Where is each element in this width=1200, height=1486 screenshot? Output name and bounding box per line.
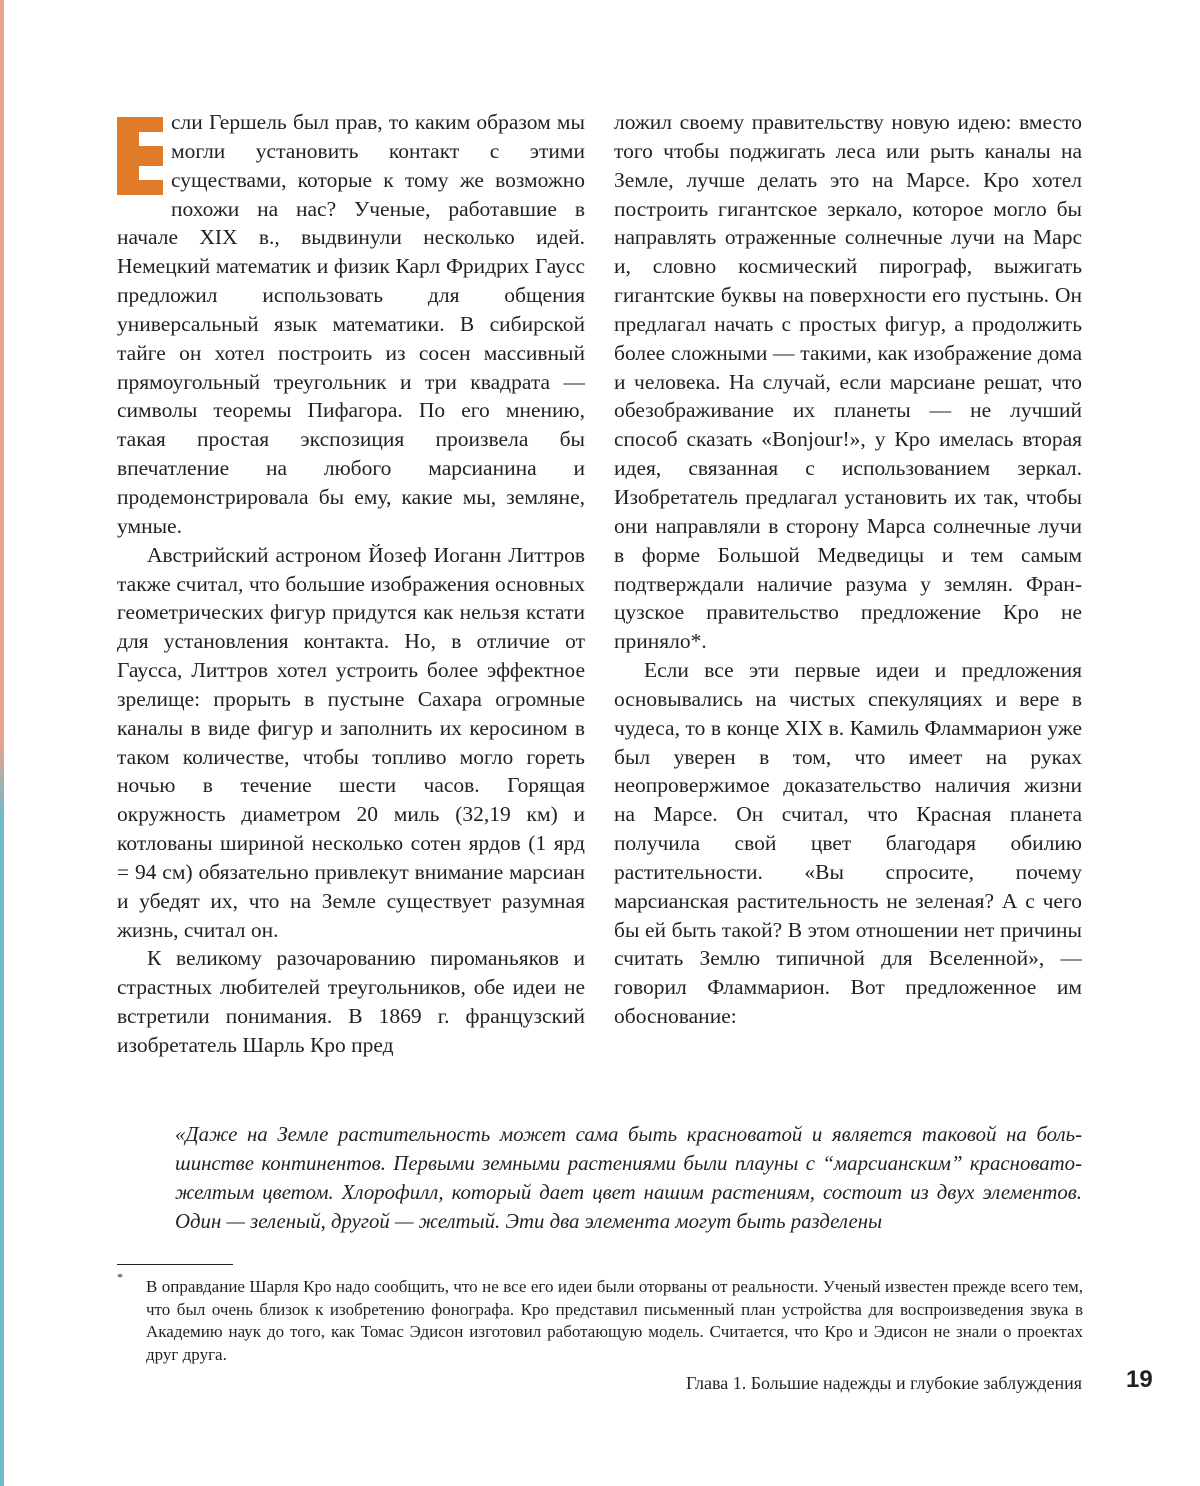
paragraph-1-text: сли Гершель был прав, то каким образом мы могли установить контакт с этими существами, которые к тому же возможно похожи на нас? Ученые, работавшие в начале XIX в., выдвинули несколько идей. Немецкий математик и физик Карл Фридрих Гаусс предложил использовать для общения универсальный язык математики. В сибирской тайге он хотел построить из сосен массивный прямоугольный треугольник и три квадрата — символы теоремы Пифагора. По его мнению, такая простая экспозиция произвела бы впечатление на любого марсианина и продемонстрировала бы ему, какие мы, земляне, умные. — [117, 110, 585, 538]
page-number: 19 — [1126, 1366, 1153, 1393]
paragraph-2: Австрийский астроном Йозеф Иоганн Литтров также считал, что большие изображения основных геометрических фигур придутся как нельзя кстати для установления контакта. Но, в отличие от Гаусса, Литтров хотел устроить более эффектное зрелище: прорыть в пустыне Сахара огромные каналы в виде фигур и заполнить их керосином в таком количестве, чтобы топливо могло гореть ночью в течение шести часов. Горящая окружность диаметром 20 миль (32,19 км) и котлованы шириной несколько сотен ярдов (1 ярд = 94 см) обязательно привлекут внимание марсиан и убедят их, что на Земле существует разумная жизнь, считал он. — [117, 542, 585, 942]
page-edge-stripe — [0, 0, 4, 1486]
right-column — [614, 108, 1082, 1031]
paragraph-4: ложил своему правительству новую идею: вместо того чтобы поджигать леса или рыть каналы на Земле, лучше делать это на Марсе. Кро хотел построить гигантское зеркало, которое могло бы направлять отраженные солнечные лучи на Марс и, словно космический пирограф, выжигать гигантские буквы на поверхности его пустынь. Он предлагал начать с простых фигур, а продолжить более сложными — такими, как изображение дома и человека. На случай, если марсиане решат, что обезображивание их планеты — не лучший способ сказать «Bonjour!», у Кро имелась вторая идея, связанная с использованием зеркал. Изобретатель предлагал установить их так, чтобы они направляли в сторону Марса солнечные лучи в форме Большой Медведицы и тем самым подтверждали наличие разума у землян. Французское правительство предложение Кро не приняло*. — [614, 110, 1082, 654]
running-head: Глава 1. Большие надежды и глубокие заблуждения — [685, 1373, 1082, 1393]
paragraph-5: Если все эти первые идеи и предложения основывались на чистых спекуляциях и вере в чудеса, то в конце XIX в. Камиль Фламмарион уже был уверен в том, что имеет на руках неопровержимое доказательство наличия жизни на Марсе. Он считал, что Красная планета получила свой цвет благодаря обилию растительности. «Вы спросите, почему марсианская растительность не зеленая? А с чего бы ей быть такой? В этом отношении нет причины считать Землю типичной для Вселенной», — говорил Фламмарион. Вот предложенное им обоснование: — [614, 658, 1082, 1029]
footnote-marker: * — [117, 1270, 123, 1284]
drop-cap — [117, 117, 163, 195]
paragraph-3: К великому разочарованию пироманьяков и страстных любителей треугольников, обе идеи не встретили понимания. В 1869 г. французский изобретатель Шарль Кро пред — [117, 946, 585, 1057]
paragraph-1 — [117, 108, 585, 541]
block-quote: «Даже на Земле растительность может сама быть красноватой и является таковой на большинстве континентов. Первыми земными растениями были плауны с “марсианским” красновато-желтым цветом. Хлорофилл, который дает цвет нашим растениям, состоит из двух элементов. Один — зеленый, другой — желтый. Эти два элемента могут быть разделены — [175, 1123, 1082, 1233]
footnote-divider — [117, 1264, 233, 1265]
left-column — [117, 108, 585, 1060]
footnote-text: В оправдание Шарля Кро надо сообщить, что не все его идеи были оторваны от реальности. Ученый известен прежде всего тем, что был очень близок к изобретению фонографа. Кро представил письменный план устройства для воспроизведения звука в Академию наук до того, как Томас Эдисон изготовил работающую модель. Считается, что Кро и Эдисон не знали о проектах друг друга. — [146, 1277, 1083, 1365]
